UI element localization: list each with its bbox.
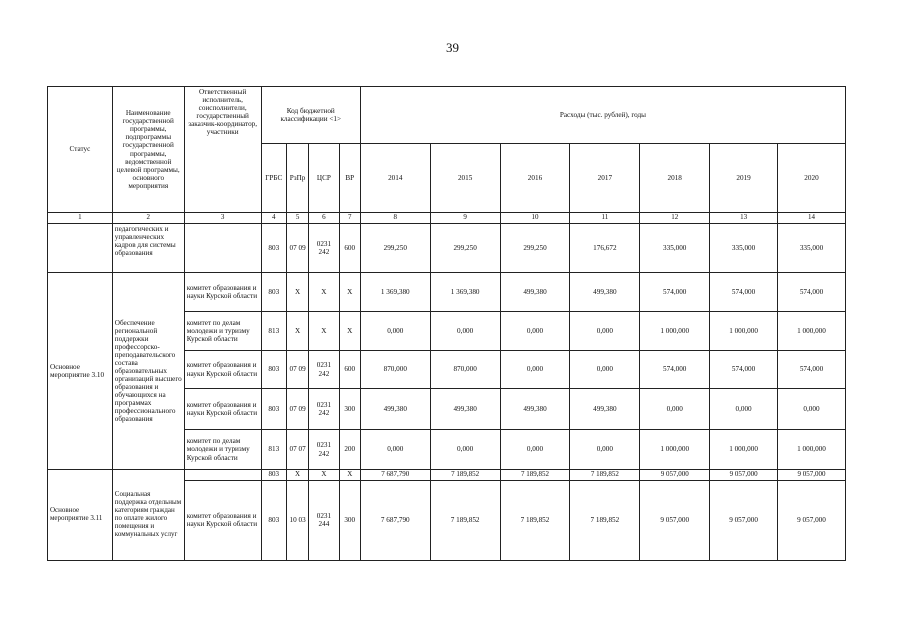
- value-cell: 335,000: [640, 224, 710, 273]
- value-cell: 335,000: [777, 224, 845, 273]
- value-cell: 499,380: [360, 389, 430, 430]
- value-cell: 1 000,000: [710, 312, 778, 351]
- value-cell: 7 189,852: [570, 470, 640, 481]
- column-number: 14: [777, 213, 845, 224]
- budget-table: [47, 86, 846, 561]
- value-cell: 0,000: [500, 351, 570, 389]
- value-cell: 0,000: [640, 389, 710, 430]
- value-cell: 574,000: [777, 273, 845, 312]
- name-cell: педагогических и управленческих кадров для системы образования: [112, 224, 184, 273]
- value-cell: 7 189,852: [430, 470, 500, 481]
- csr-cell: Х: [309, 273, 339, 312]
- value-cell: 499,380: [570, 389, 640, 430]
- grbs-cell: 803: [261, 224, 286, 273]
- value-cell: 1 000,000: [710, 430, 778, 470]
- value-cell: 299,250: [360, 224, 430, 273]
- executor-cell: комитет образования и науки Курской области: [184, 480, 261, 560]
- value-cell: 9 057,000: [777, 470, 845, 481]
- header-budget-code: Код бюджетной классификации <1>: [261, 87, 360, 144]
- value-cell: 9 057,000: [710, 470, 778, 481]
- rzpr-cell: 07 09: [286, 389, 308, 430]
- csr-cell: 0231 242: [309, 430, 339, 470]
- value-cell: 299,250: [430, 224, 500, 273]
- column-number: 12: [640, 213, 710, 224]
- header-row: [48, 87, 846, 144]
- rzpr-cell: 07 09: [286, 351, 308, 389]
- value-cell: 0,000: [360, 312, 430, 351]
- value-cell: 7 687,790: [360, 480, 430, 560]
- vr-cell: 300: [339, 480, 360, 560]
- column-number-row: [48, 213, 846, 224]
- grbs-cell: 803: [261, 273, 286, 312]
- value-cell: 1 369,380: [360, 273, 430, 312]
- value-cell: 0,000: [430, 312, 500, 351]
- csr-cell: 0231 242: [309, 389, 339, 430]
- vr-cell: 300: [339, 389, 360, 430]
- value-cell: 7 687,790: [360, 470, 430, 481]
- vr-cell: Х: [339, 312, 360, 351]
- value-cell: 299,250: [500, 224, 570, 273]
- value-cell: 0,000: [500, 312, 570, 351]
- column-number: 10: [500, 213, 570, 224]
- value-cell: 574,000: [777, 351, 845, 389]
- header-year: 2020: [777, 144, 845, 213]
- rzpr-cell: Х: [286, 470, 308, 481]
- value-cell: 870,000: [430, 351, 500, 389]
- value-cell: 7 189,852: [570, 480, 640, 560]
- grbs-cell: 803: [261, 389, 286, 430]
- executor-cell: комитет образования и науки Курской области: [184, 351, 261, 389]
- value-cell: 9 057,000: [640, 480, 710, 560]
- grbs-cell: 803: [261, 351, 286, 389]
- value-cell: 0,000: [710, 389, 778, 430]
- executor-cell: [184, 224, 261, 273]
- value-cell: 0,000: [570, 351, 640, 389]
- column-number: 5: [286, 213, 308, 224]
- value-cell: 1 369,380: [430, 273, 500, 312]
- table-row: [48, 470, 846, 481]
- value-cell: 0,000: [430, 430, 500, 470]
- page-number: 39: [446, 40, 459, 55]
- column-number: 4: [261, 213, 286, 224]
- value-cell: 574,000: [640, 351, 710, 389]
- grbs-cell: 803: [261, 480, 286, 560]
- header-status: Статус: [48, 87, 113, 213]
- column-number: 2: [112, 213, 184, 224]
- csr-cell: 0231 242: [309, 224, 339, 273]
- column-number: 9: [430, 213, 500, 224]
- value-cell: 9 057,000: [710, 480, 778, 560]
- vr-cell: 200: [339, 430, 360, 470]
- name-cell: Социальная поддержка отдельным категориям граждан по оплате жилого помещения и коммунальных услуг: [112, 470, 184, 561]
- column-number: 13: [710, 213, 778, 224]
- value-cell: 0,000: [777, 389, 845, 430]
- value-cell: 0,000: [500, 430, 570, 470]
- value-cell: 1 000,000: [777, 312, 845, 351]
- header-year: 2019: [710, 144, 778, 213]
- header-vr: ВР: [339, 144, 360, 213]
- csr-cell: 0231 242: [309, 351, 339, 389]
- grbs-cell: 813: [261, 430, 286, 470]
- rzpr-cell: 07 07: [286, 430, 308, 470]
- value-cell: 870,000: [360, 351, 430, 389]
- value-cell: 1 000,000: [777, 430, 845, 470]
- header-executor: Ответственный исполнитель, соисполнители, государственный заказчик-координатор, участники: [184, 87, 261, 213]
- rzpr-cell: Х: [286, 312, 308, 351]
- value-cell: 0,000: [570, 430, 640, 470]
- column-number: 6: [309, 213, 339, 224]
- status-cell: Основное мероприятие 3.11: [48, 470, 113, 561]
- rzpr-cell: 07 09: [286, 224, 308, 273]
- header-csr: ЦСР: [309, 144, 339, 213]
- value-cell: 0,000: [360, 430, 430, 470]
- vr-cell: Х: [339, 470, 360, 481]
- value-cell: 0,000: [570, 312, 640, 351]
- header-year: 2017: [570, 144, 640, 213]
- grbs-cell: 813: [261, 312, 286, 351]
- value-cell: 499,380: [570, 273, 640, 312]
- value-cell: 1 000,000: [640, 312, 710, 351]
- value-cell: 7 189,852: [500, 470, 570, 481]
- value-cell: 7 189,852: [500, 480, 570, 560]
- value-cell: 7 189,852: [430, 480, 500, 560]
- status-cell: [48, 224, 113, 273]
- vr-cell: 600: [339, 224, 360, 273]
- executor-cell: [184, 470, 261, 481]
- column-number: 1: [48, 213, 113, 224]
- value-cell: 176,672: [570, 224, 640, 273]
- value-cell: 9 057,000: [777, 480, 845, 560]
- executor-cell: комитет образования и науки Курской области: [184, 273, 261, 312]
- header-name: Наименование государственной программы, подпрограммы государственной программы, ведомственной целевой программы, основного мероприятия: [112, 87, 184, 213]
- header-rzpr: РзПр: [286, 144, 308, 213]
- column-number: 11: [570, 213, 640, 224]
- header-year: 2018: [640, 144, 710, 213]
- value-cell: 574,000: [710, 273, 778, 312]
- value-cell: 499,380: [500, 389, 570, 430]
- name-cell: Обеспечение региональной поддержки профессорско-преподавательского состава образовательных организаций высшего образования и обучающихся на программах профессионального образования: [112, 273, 184, 470]
- header-year: 2014: [360, 144, 430, 213]
- header-grbs: ГРБС: [261, 144, 286, 213]
- value-cell: 335,000: [710, 224, 778, 273]
- csr-cell: 0231 244: [309, 480, 339, 560]
- vr-cell: Х: [339, 273, 360, 312]
- value-cell: 499,380: [430, 389, 500, 430]
- column-number: 8: [360, 213, 430, 224]
- header-year: 2016: [500, 144, 570, 213]
- executor-cell: комитет образования и науки Курской области: [184, 389, 261, 430]
- table-row: [48, 273, 846, 312]
- grbs-cell: 803: [261, 470, 286, 481]
- rzpr-cell: 10 03: [286, 480, 308, 560]
- executor-cell: комитет по делам молодежи и туризму Курской области: [184, 430, 261, 470]
- value-cell: 499,380: [500, 273, 570, 312]
- column-number: 3: [184, 213, 261, 224]
- csr-cell: Х: [309, 470, 339, 481]
- rzpr-cell: Х: [286, 273, 308, 312]
- value-cell: 9 057,000: [640, 470, 710, 481]
- value-cell: 1 000,000: [640, 430, 710, 470]
- header-year: 2015: [430, 144, 500, 213]
- table-row: [48, 224, 846, 273]
- csr-cell: Х: [309, 312, 339, 351]
- header-expenses: Расходы (тыс. рублей), годы: [360, 87, 845, 144]
- executor-cell: комитет по делам молодежи и туризму Курской области: [184, 312, 261, 351]
- vr-cell: 600: [339, 351, 360, 389]
- value-cell: 574,000: [640, 273, 710, 312]
- value-cell: 574,000: [710, 351, 778, 389]
- column-number: 7: [339, 213, 360, 224]
- status-cell: Основное мероприятие 3.10: [48, 273, 113, 470]
